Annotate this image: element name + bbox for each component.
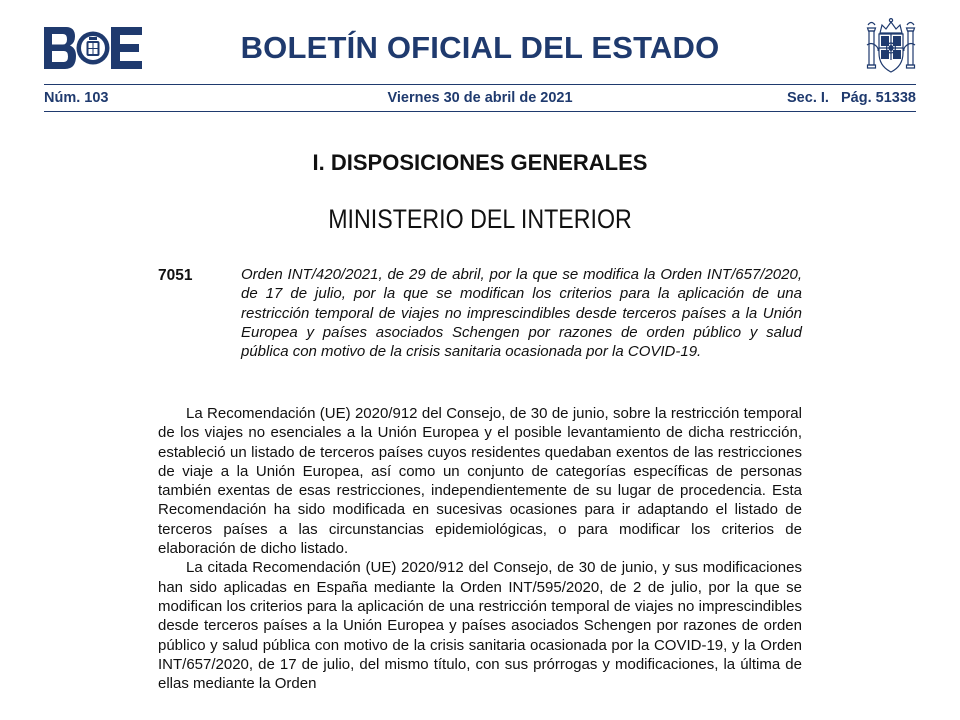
body-text [158,404,802,693]
header-rule-top [44,84,916,85]
masthead-title: BOLETÍN OFICIAL DEL ESTADO [240,30,720,65]
header-rule-bottom [44,111,916,112]
entry-title: Orden INT/420/2021, de 29 de abril, por la que se modifica la Orden INT/657/2020, de 17 de julio, por la que se modifican los criterios para la aplicación de una restricción temporal de viajes no imprescindibles desde terceros países a la Unión Europea y países asociados Schengen por razones de orden público y salud pública con motivo de la crisis sanitaria ocasionada por la COVID-19. [241,266,802,361]
body-paragraph: La Recomendación (UE) 2020/912 del Consejo, de 30 de junio, sobre la restricción temporal de los viajes no esenciales a la Unión Europea y el posible levantamiento de dicha restricción, estableció un listado de terceros países cuyos residentes quedaban exentos de las restricciones de viaje a la Unión Europea, así como un conjunto de categorías específicas de personas también exentas de esas restricciones, independientemente de su lugar de procedencia. Esta Recomendación ha sido modificada en sucesivas ocasiones para ir adaptando el listado de terceros países a las circunstancias epidemiológicas, o para modificar los criterios de elaboración de dicho listado. [158,405,802,558]
ministry-heading: MINISTERIO DEL INTERIOR [328,204,632,234]
coat-of-arms-icon [866,17,916,75]
entry-number: 7051 [158,267,193,284]
section-page: Sec. I. Pág. 51338 [787,90,916,106]
section-heading: I. DISPOSICIONES GENERALES [312,150,648,175]
body-paragraph: La citada Recomendación (UE) 2020/912 del Consejo, de 30 de junio, y sus modificaciones han sido aplicadas en España mediante la Orden INT/595/2020, de 2 de julio, por la que se modifican los criterios para la aplicación de una restricción temporal de viajes no imprescindibles desde terceros países a la Unión Europea y países asociados Schengen por razones de orden público y salud pública con motivo de la crisis sanitaria ocasionada por la COVID-19, y la Orden INT/657/2020, de 17 de julio, del mismo título, con sus prórrogas y modificaciones, la última de ellas mediante la Orden [158,559,802,693]
boe-logo [44,27,142,69]
issue-date: Viernes 30 de abril de 2021 [387,90,573,106]
issue-number: Núm. 103 [44,90,109,106]
